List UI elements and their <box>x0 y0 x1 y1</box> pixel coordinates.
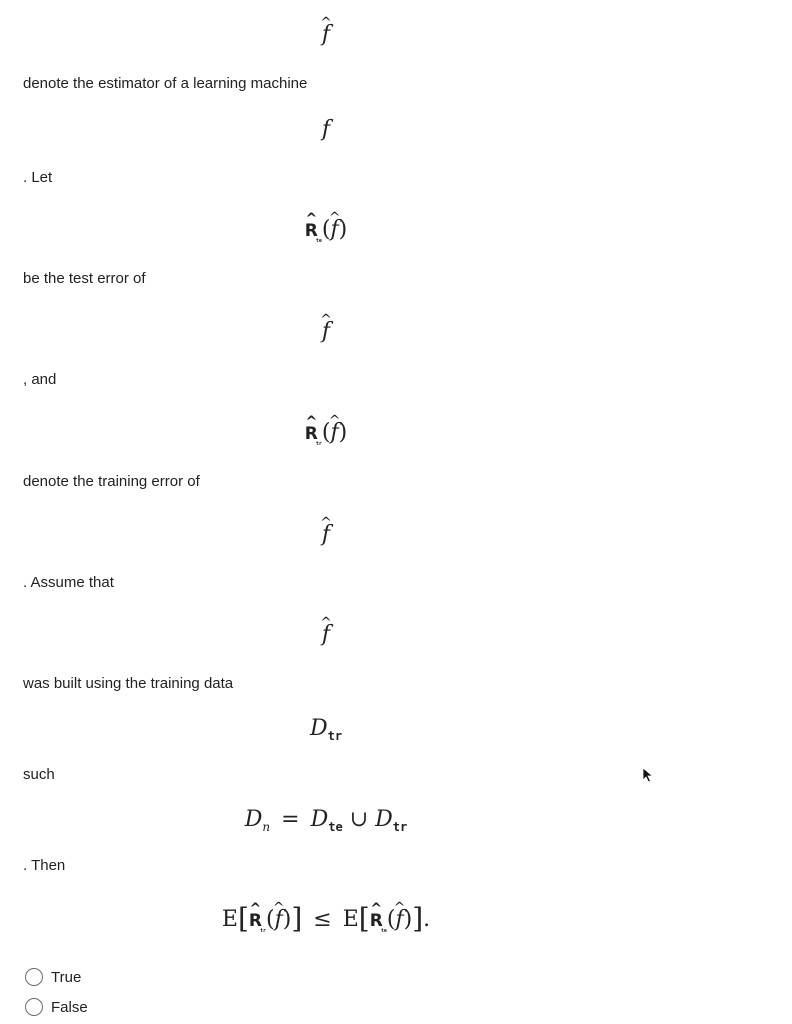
text-such: such <box>23 766 55 783</box>
expectation-symbol: E <box>342 907 359 932</box>
close-paren: ) <box>338 420 348 445</box>
f-hat-symbol: ^ f <box>322 522 330 548</box>
radio-true[interactable] <box>25 968 43 986</box>
tr-subscript: tr <box>392 820 408 834</box>
close-paren: ) <box>338 217 348 242</box>
math-inequality: E[^ $R_{tr}(\^{}$ f)] ≤ E[^ $R_{te}(\^{}$ f)]. <box>0 904 652 938</box>
leq-sign: ≤ <box>313 907 332 932</box>
open-paren: ( <box>321 420 331 445</box>
math-f <box>0 117 652 143</box>
tr-subscript: tr <box>327 729 343 743</box>
d-symbol: D <box>309 716 328 741</box>
te-subscript: te <box>315 238 322 244</box>
option-label: True <box>51 968 82 986</box>
text-then: . Then <box>23 857 66 874</box>
math-partition <box>0 807 652 835</box>
text-let: . Let <box>23 169 53 186</box>
math-f-hat <box>0 622 652 648</box>
period: . <box>423 907 431 932</box>
math-test-error <box>0 217 652 248</box>
expectation-symbol: E <box>221 907 238 932</box>
close-paren: ) <box>403 907 413 932</box>
math-f-hat <box>0 22 652 48</box>
r-hat-symbol: ^ R <box>305 421 318 447</box>
mouse-pointer-icon <box>642 767 654 783</box>
open-paren: ( <box>266 907 275 932</box>
te-subscript: te <box>328 820 343 834</box>
math-training-error <box>0 420 652 451</box>
n-subscript: n <box>262 820 271 834</box>
math-f-hat <box>0 522 652 548</box>
d-symbol: D <box>244 807 263 832</box>
tr-subscript: tr <box>315 441 322 447</box>
union-sign: ∪ <box>349 807 369 832</box>
f-hat-symbol: ^ f <box>275 907 283 933</box>
open-paren: ( <box>386 907 396 932</box>
text-training-error: denote the training error of <box>23 473 200 490</box>
r-hat-symbol: ^ R <box>370 908 383 934</box>
text-training-data: was built using the training data <box>23 675 234 692</box>
tr-subscript: tr <box>259 928 266 934</box>
open-paren: ( <box>321 217 331 242</box>
f-hat-symbol: ^ f <box>322 319 330 345</box>
text-test-error: be the test error of <box>23 270 146 287</box>
option-true[interactable] <box>25 968 81 986</box>
f-hat-symbol: ^ f <box>330 217 338 243</box>
option-label: False <box>51 998 88 1016</box>
option-false[interactable] <box>25 998 88 1016</box>
equals-sign: = <box>281 807 300 832</box>
f-hat-symbol: ^ f <box>322 622 330 648</box>
close-paren: ) <box>282 907 292 932</box>
text-assume: . Assume that <box>23 574 114 591</box>
f-hat-symbol: ^ f <box>395 907 403 933</box>
r-hat-symbol: ^ R <box>249 908 262 934</box>
text-estimator: denote the estimator of a learning machine <box>23 75 308 92</box>
d-symbol: D <box>310 807 329 832</box>
f-symbol: f <box>321 117 331 142</box>
math-f-hat <box>0 319 652 345</box>
r-hat-symbol: ^ R <box>305 218 318 244</box>
radio-false[interactable] <box>25 998 43 1016</box>
f-hat-symbol: ^ f <box>322 22 330 48</box>
te-subscript: te <box>380 928 387 934</box>
math-d-tr <box>0 716 652 744</box>
d-symbol: D <box>375 807 393 832</box>
text-and: , and <box>23 371 57 388</box>
f-hat-symbol: ^ f <box>330 420 338 446</box>
